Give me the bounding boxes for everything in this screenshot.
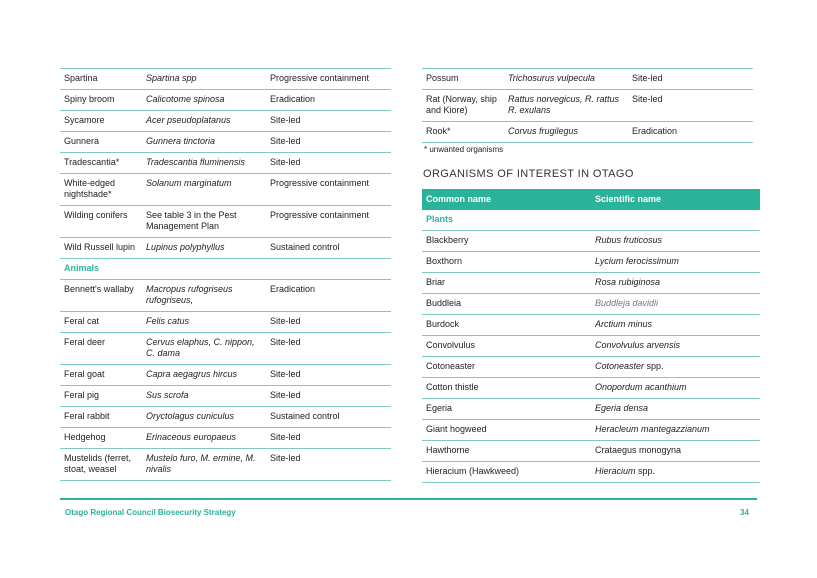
table-row [422,399,760,420]
table-row [422,252,760,273]
common-name-cell: Burdock [422,315,591,336]
table-row [422,462,760,483]
scientific-name-cell [591,357,760,378]
common-name-cell: Blackberry [422,231,591,252]
table-row [60,69,391,90]
scientific-name-cell: Rosa rubiginosa [591,273,760,294]
common-name-cell: Tradescantia* [60,153,142,174]
scientific-name-cell: Corvus frugilegus [504,122,628,143]
scientific-name-suffix: spp. [635,466,656,476]
table-row [60,206,391,238]
table-row [422,273,760,294]
common-name-cell: Egeria [422,399,591,420]
management-cell: Sustained control [266,407,391,428]
common-name-cell: White-edged nightshade* [60,174,142,206]
management-cell: Eradication [266,280,391,312]
scientific-name-cell: Calicotome spinosa [142,90,266,111]
scientific-name-cell: Lycium ferocissimum [591,252,760,273]
page-number: 34 [740,508,749,517]
section-label: Plants [422,210,760,231]
scientific-name-cell: Rattus norvegicus, R. rattus R. exulans [504,90,628,122]
section-heading: ORGANISMS OF INTEREST IN OTAGO [423,168,634,180]
common-name-cell: Boxthorn [422,252,591,273]
scientific-name-suffix: spp. [644,361,664,371]
management-cell: Progressive containment [266,206,391,238]
management-cell: Site-led [266,449,391,481]
scientific-name-cell: Gunnera tinctoria [142,132,266,153]
table-row [60,407,391,428]
scientific-name-cell: Capra aegagrus hircus [142,365,266,386]
scientific-name-cell: See table 3 in the Pest Management Plan [142,206,266,238]
common-name-cell: Wild Russell lupin [60,238,142,259]
scientific-name-cell: Solanum marginatum [142,174,266,206]
common-name-cell: Sycamore [60,111,142,132]
common-name-cell: Briar [422,273,591,294]
right-pest-table [422,68,753,143]
table-row [60,90,391,111]
scientific-name-cell: Lupinus polyphyllus [142,238,266,259]
common-name-cell: Rat (Norway, ship and Kiore) [422,90,504,122]
management-cell: Eradication [628,122,753,143]
scientific-name-cell: Crataegus monogyna [591,441,760,462]
common-name-cell: Hawthorne [422,441,591,462]
table-row [60,428,391,449]
common-name-cell: Convolvulus [422,336,591,357]
scientific-name-cell: Macropus rufogriseus rufogriseus, [142,280,266,312]
common-name-cell: Rook* [422,122,504,143]
table-row [422,336,760,357]
management-cell: Site-led [628,69,753,90]
table-row [422,315,760,336]
table-row [60,132,391,153]
scientific-name-cell: Rubus fruticosus [591,231,760,252]
scientific-name-cell: Convolvulus arvensis [591,336,760,357]
table-row [60,386,391,407]
scientific-name-cell: Buddleja davidii [591,294,760,315]
scientific-name-cell: Cervus elaphus, C. nippon, C. dama [142,333,266,365]
management-cell: Site-led [266,365,391,386]
scientific-name-cell: Felis catus [142,312,266,333]
scientific-name-cell: Oryctolagus cuniculus [142,407,266,428]
common-name-cell: Feral cat [60,312,142,333]
common-name-cell: Buddleia [422,294,591,315]
footer-divider [60,498,757,500]
section-row-plants [422,210,760,231]
common-name-cell: Mustelids (ferret, stoat, weasel [60,449,142,481]
table-row [422,357,760,378]
table-row [422,69,753,90]
table-row [422,378,760,399]
scientific-name-cell: Tradescantia fluminensis [142,153,266,174]
scientific-name-cell: Onopordum acanthium [591,378,760,399]
scientific-name-cell: Mustelo furo, M. ermine, M. nivalis [142,449,266,481]
common-name-cell: Wilding conifers [60,206,142,238]
table-row [60,111,391,132]
scientific-name-cell: Spartina spp [142,69,266,90]
common-name-cell: Cotoneaster [422,357,591,378]
management-cell: Site-led [266,111,391,132]
common-name-cell: Feral deer [60,333,142,365]
management-cell: Sustained control [266,238,391,259]
table-row [422,420,760,441]
table-row [60,280,391,312]
unwanted-organisms-footnote: * unwanted organisms [424,145,504,154]
common-name-cell: Feral rabbit [60,407,142,428]
common-name-cell: Bennett's wallaby [60,280,142,312]
organisms-of-interest-table [422,189,760,483]
table-row [422,231,760,252]
common-name-cell: Spiny broom [60,90,142,111]
scientific-name-cell: Arctium minus [591,315,760,336]
management-cell: Site-led [266,428,391,449]
scientific-name-cell: Heracleum mantegazzianum [591,420,760,441]
scientific-name-genus: Cotoneaster [595,361,645,371]
footer-title: Otago Regional Council Biosecurity Strategy [65,508,236,517]
common-name-cell: Feral goat [60,365,142,386]
management-cell: Progressive containment [266,174,391,206]
section-row-animals [60,259,391,280]
table-row [422,122,753,143]
management-cell: Site-led [266,312,391,333]
column-header-common: Common name [422,189,591,210]
section-label: Animals [60,259,391,280]
common-name-cell: Hieracium (Hawkweed) [422,462,591,483]
management-cell: Site-led [266,153,391,174]
scientific-name-genus: Hieracium [595,466,636,476]
scientific-name-cell: Sus scrofa [142,386,266,407]
common-name-cell: Spartina [60,69,142,90]
table-row [422,441,760,462]
management-cell: Progressive containment [266,69,391,90]
table-row [60,238,391,259]
scientific-name-cell: Acer pseudoplatanus [142,111,266,132]
scientific-name-cell: Egeria densa [591,399,760,420]
table-row [422,90,753,122]
scientific-name-cell: Erinaceous europaeus [142,428,266,449]
management-cell: Site-led [266,386,391,407]
table-row [60,153,391,174]
table-row [60,365,391,386]
common-name-cell: Hedgehog [60,428,142,449]
scientific-name-cell: Trichosurus vulpecula [504,69,628,90]
table-row [60,312,391,333]
table-row [60,449,391,481]
management-cell: Site-led [266,333,391,365]
scientific-name-cell [591,462,760,483]
left-pest-table [60,68,391,481]
table-row [422,294,760,315]
management-cell: Site-led [266,132,391,153]
common-name-cell: Possum [422,69,504,90]
common-name-cell: Giant hogweed [422,420,591,441]
table-row [60,333,391,365]
table-header-row [422,189,760,210]
common-name-cell: Feral pig [60,386,142,407]
management-cell: Site-led [628,90,753,122]
management-cell: Eradication [266,90,391,111]
table-row [60,174,391,206]
common-name-cell: Gunnera [60,132,142,153]
column-header-scientific: Scientific name [591,189,760,210]
common-name-cell: Cotton thistle [422,378,591,399]
